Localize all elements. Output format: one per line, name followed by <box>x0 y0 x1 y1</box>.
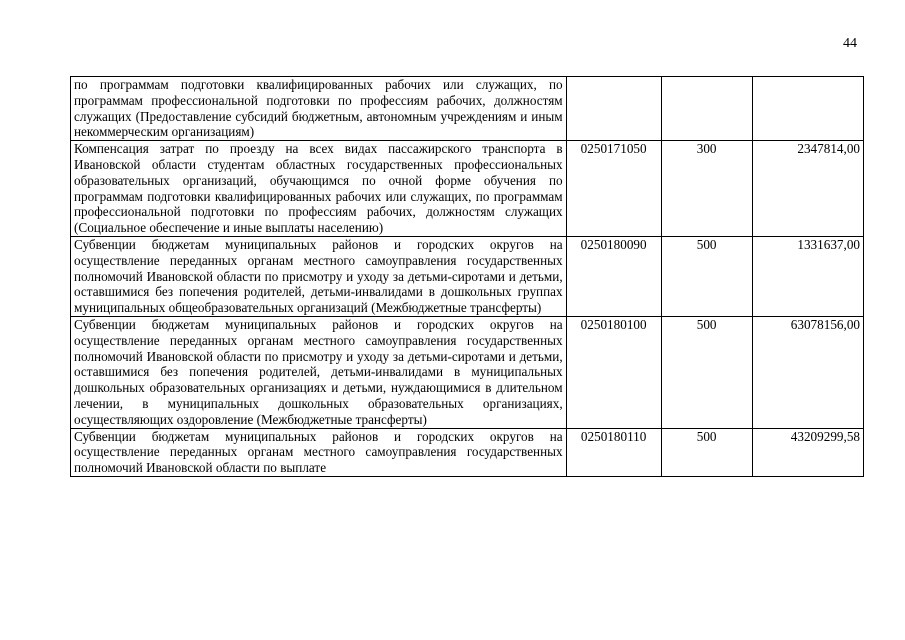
table-row <box>71 77 864 141</box>
row-code <box>566 77 661 141</box>
row-expense-type: 500 <box>661 428 752 476</box>
budget-table <box>70 76 864 477</box>
row-amount: 2347814,00 <box>752 141 863 237</box>
row-code: 0250180090 <box>566 236 661 316</box>
row-description: Субвенции бюджетам муниципальных районов и городских округов на осуществление переданных органам местного самоуправления государственных полномочий Ивановской области по выплате <box>71 428 567 476</box>
row-expense-type: 300 <box>661 141 752 237</box>
row-code: 0250180110 <box>566 428 661 476</box>
row-amount <box>752 77 863 141</box>
table-row <box>71 428 864 476</box>
table-row <box>71 141 864 237</box>
row-amount: 63078156,00 <box>752 316 863 428</box>
table-row <box>71 236 864 316</box>
row-expense-type: 500 <box>661 236 752 316</box>
row-code: 0250180100 <box>566 316 661 428</box>
row-description: Субвенции бюджетам муниципальных районов и городских округов на осуществление переданных органам местного самоуправления государственных полномочий Ивановской области по присмотру и уходу за детьми-сиротами и детьми, оставшимися без попечения родителей, детьми-инвалидами в муниципальных дошкольных образовательных организациях и детьми, нуждающимися в длительном лечении, в муниципальных дошкольных образовательных организациях, осуществляющих оздоровление (Межбюджетные трансферты) <box>71 316 567 428</box>
row-amount: 43209299,58 <box>752 428 863 476</box>
row-amount: 1331637,00 <box>752 236 863 316</box>
row-description: по программам подготовки квалифицированных рабочих или служащих, по программам профессиональной подготовки по профессиям рабочих, должностям служащих (Предоставление субсидий бюджетным, автономным учреждениям и иным некоммерческим организациям) <box>71 77 567 141</box>
page-number: 44 <box>843 36 857 51</box>
row-expense-type <box>661 77 752 141</box>
row-expense-type: 500 <box>661 316 752 428</box>
table-row <box>71 316 864 428</box>
row-code: 0250171050 <box>566 141 661 237</box>
row-description: Субвенции бюджетам муниципальных районов и городских округов на осуществление переданных органам местного самоуправления государственных полномочий Ивановской области по присмотру и уходу за детьми-сиротами и детьми, оставшимися без попечения родителей, детьми-инвалидами в дошкольных группах муниципальных общеобразовательных организаций (Межбюджетные трансферты) <box>71 236 567 316</box>
row-description: Компенсация затрат по проезду на всех видах пассажирского транспорта в Ивановской области студентам областных государственных профессиональных образовательных организаций, обучающимся по очной форме обучения по программам подготовки квалифицированных рабочих или служащих, по программам профессиональной подготовки по профессиям рабочих, должностям служащих (Социальное обеспечение и иные выплаты населению) <box>71 141 567 237</box>
